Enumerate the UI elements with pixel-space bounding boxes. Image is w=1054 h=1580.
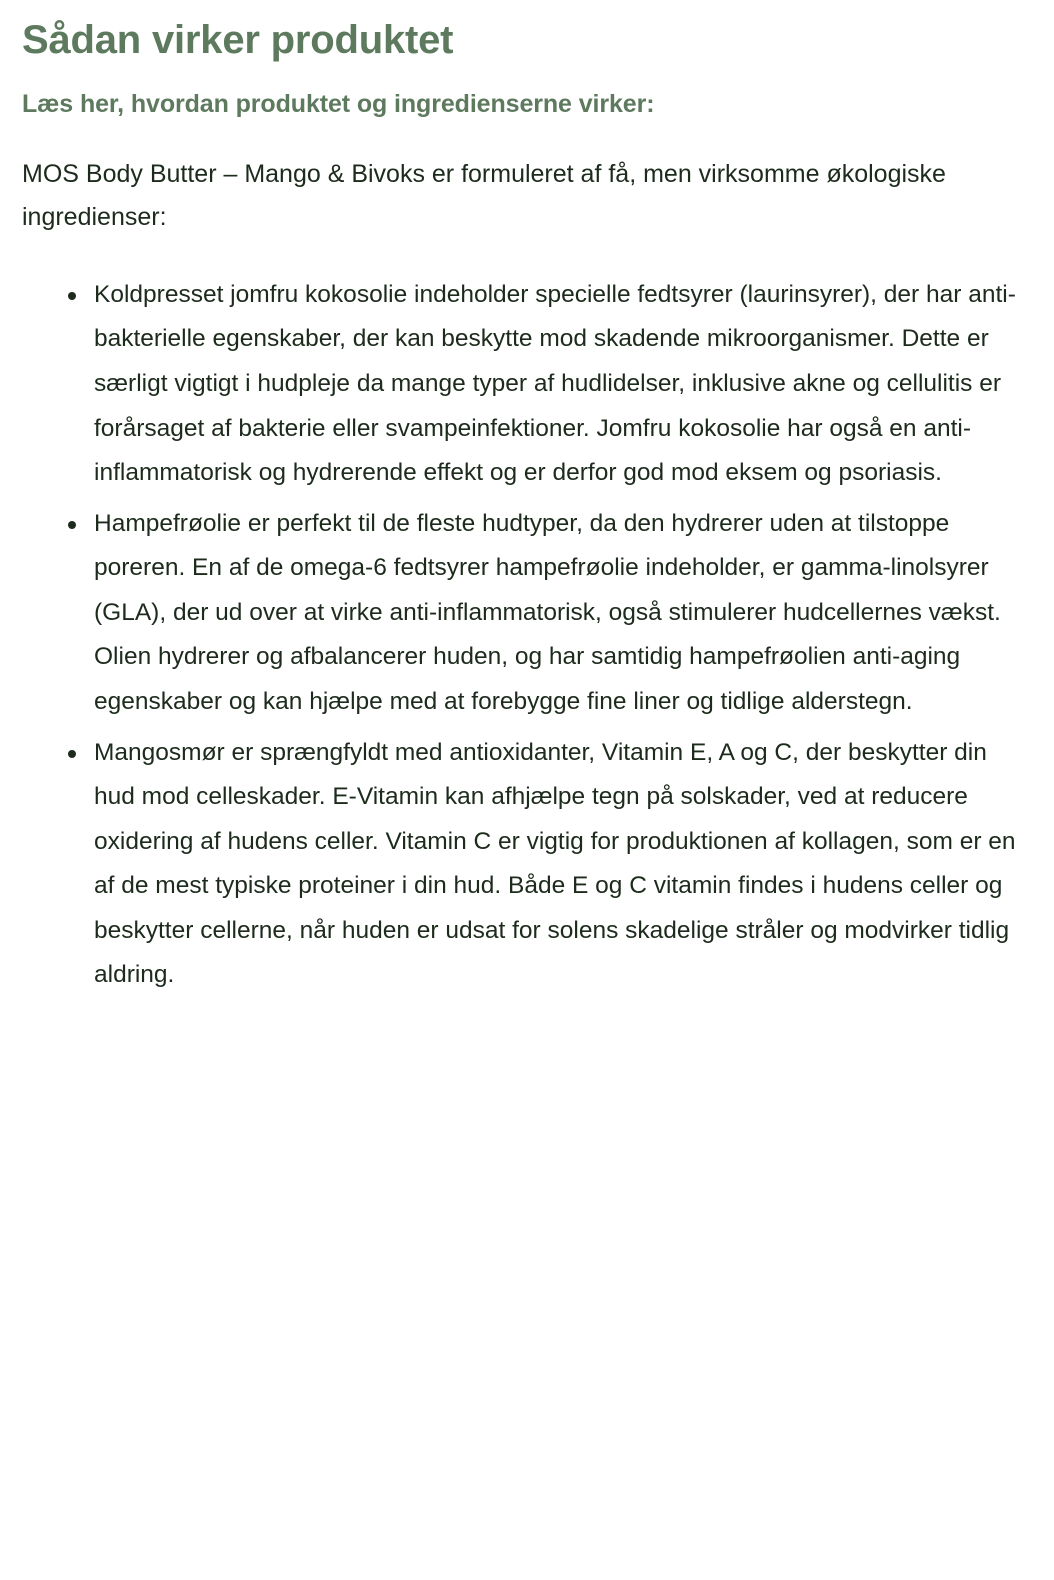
list-item [22, 731, 1026, 998]
list-item-text: Mangosmør er sprængfyldt med antioxidanter, Vitamin E, A og C, der beskytter din hud mod celleskader. E-Vitamin kan afhjælpe tegn på solskader, ved at reducere oxidering af hudens celler. Vitamin C er vigtig for produktionen af kollagen, som er en af de mest typiske proteiner i din hud. Både E og C vitamin findes i hudens celler og beskytter cellerne, når huden er udsat for solens skadelige stråler og modvirker tidlig aldring. [94, 738, 1016, 989]
ingredient-list [22, 273, 1026, 998]
list-item-text: Hampefrøolie er perfekt til de fleste hudtyper, da den hydrerer uden at tilstoppe poreren. En af de omega-6 fedtsyrer hampefrøolie indeholder, er gamma-linolsyrer (GLA), der ud over at virke anti-inflammatorisk, også stimulerer hudcellernes vækst. Olien hydrerer og afbalancerer huden, og har samtidig hampefrøolien anti-aging egenskaber og kan hjælpe med at forebygge fine liner og tidlige alderstegn. [94, 509, 1001, 715]
list-item [22, 273, 1026, 496]
section-subtitle: Læs her, hvordan produktet og ingredienserne virker: [22, 89, 655, 118]
intro-paragraph: MOS Body Butter – Mango & Bivoks er formuleret af få, men virksomme økologiske ingredienser: [22, 159, 946, 231]
list-item [22, 502, 1026, 725]
list-item-text: Koldpresset jomfru kokosolie indeholder specielle fedtsyrer (laurinsyrer), der har anti-bakterielle egenskaber, der kan beskytte mod skadende mikroorganismer. Dette er særligt vigtigt i hudpleje da mange typer af hudlidelser, inklusive akne og cellulitis er forårsaget af bakterie eller svampeinfektioner. Jomfru kokosolie har også en anti-inflammatorisk og hydrerende effekt og er derfor god mod eksem og psoriasis. [94, 280, 1016, 487]
page-title: Sådan virker produktet [22, 18, 454, 62]
